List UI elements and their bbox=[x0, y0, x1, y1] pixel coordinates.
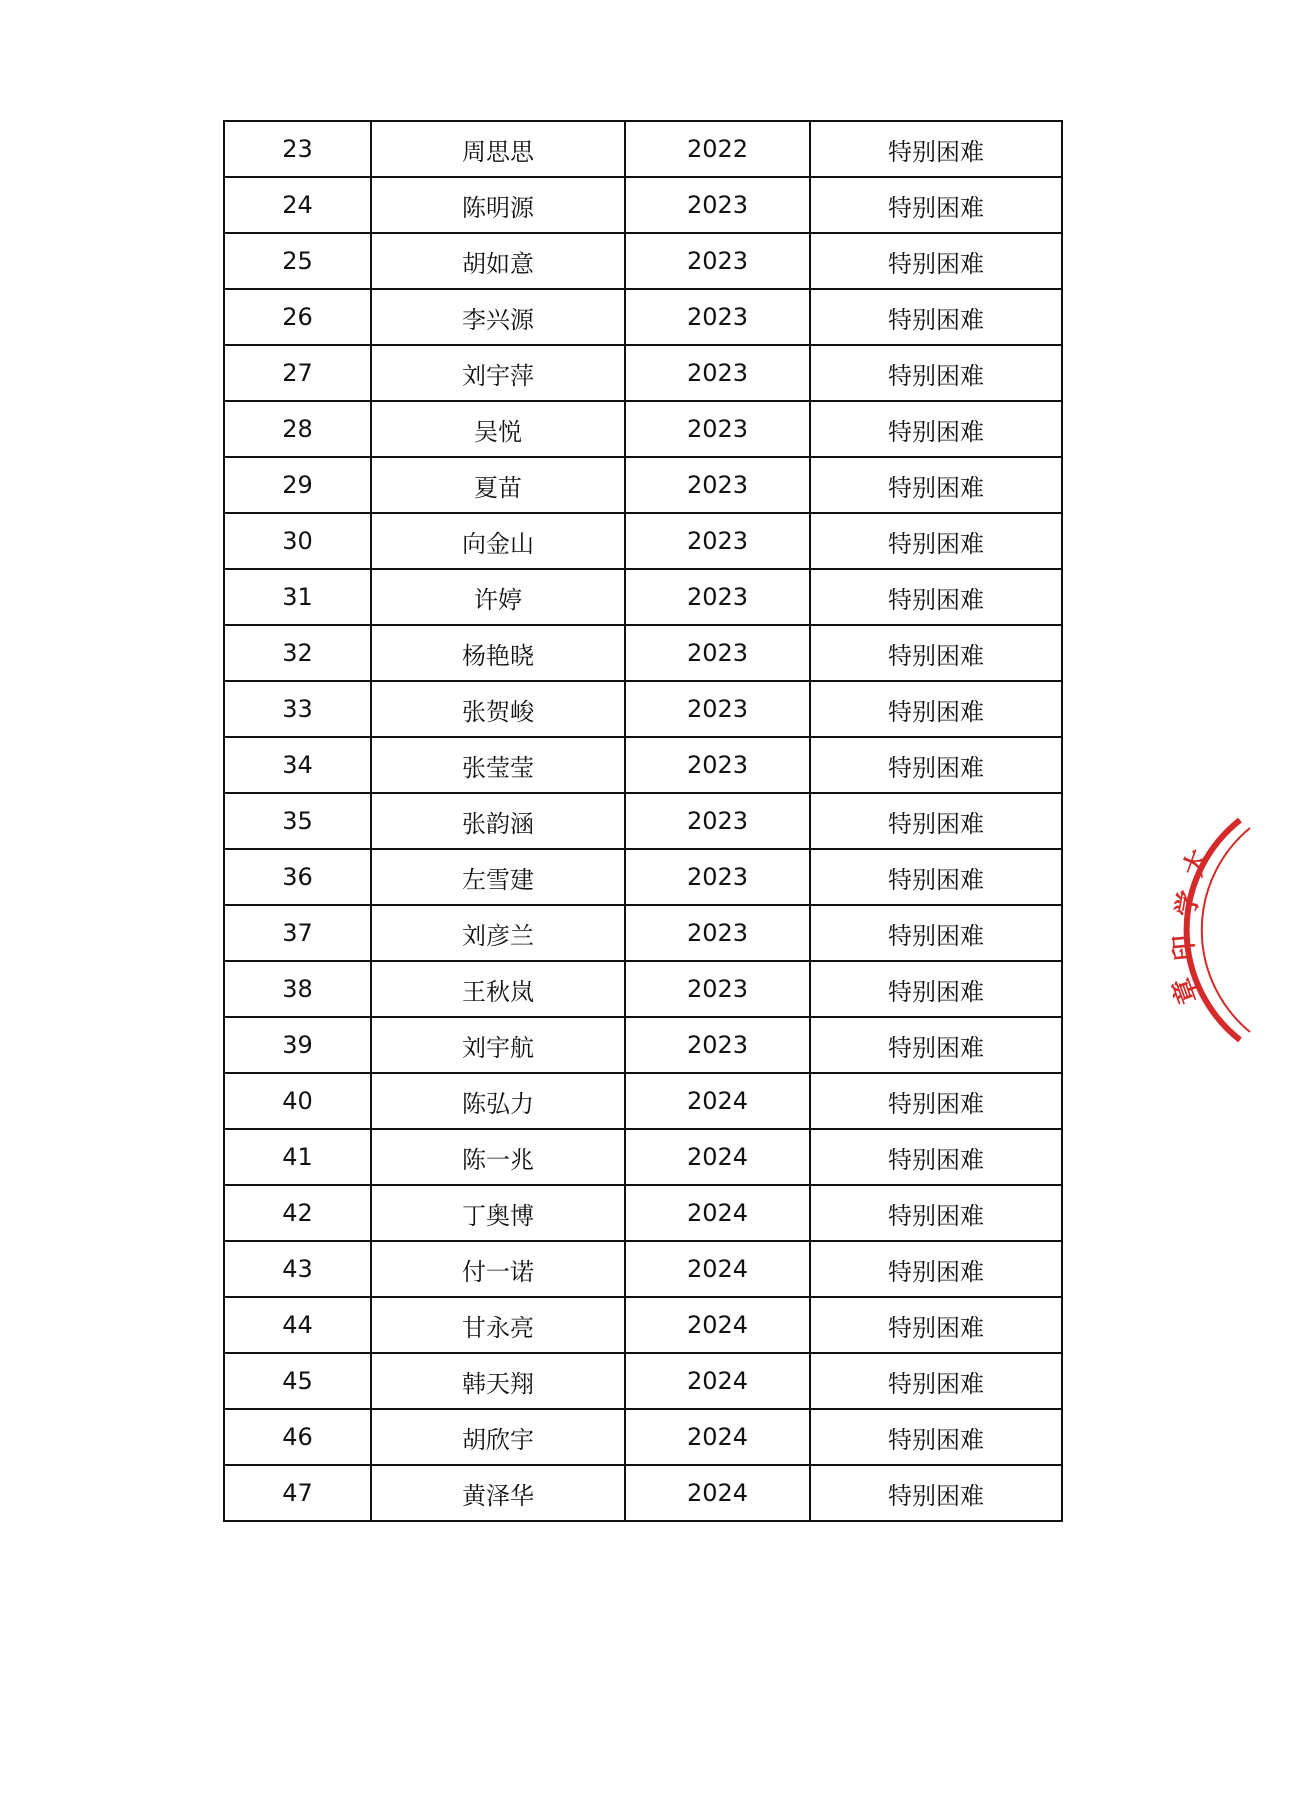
cell-year: 2023 bbox=[625, 569, 810, 625]
cell-name: 王秋岚 bbox=[371, 961, 625, 1017]
table-row bbox=[224, 1129, 1062, 1185]
cell-number: 37 bbox=[224, 905, 371, 961]
cell-status: 特别困难 bbox=[810, 401, 1062, 457]
cell-number: 46 bbox=[224, 1409, 371, 1465]
cell-status: 特别困难 bbox=[810, 1017, 1062, 1073]
cell-status: 特别困难 bbox=[810, 625, 1062, 681]
table-row bbox=[224, 1465, 1062, 1521]
cell-number: 34 bbox=[224, 737, 371, 793]
cell-status: 特别困难 bbox=[810, 1129, 1062, 1185]
cell-year: 2023 bbox=[625, 961, 810, 1017]
cell-status: 特别困难 bbox=[810, 793, 1062, 849]
table-row bbox=[224, 737, 1062, 793]
cell-number: 39 bbox=[224, 1017, 371, 1073]
table-row bbox=[224, 1017, 1062, 1073]
cell-status: 特别困难 bbox=[810, 1353, 1062, 1409]
cell-status: 特别困难 bbox=[810, 569, 1062, 625]
cell-name: 刘彦兰 bbox=[371, 905, 625, 961]
cell-year: 2024 bbox=[625, 1465, 810, 1521]
cell-year: 2023 bbox=[625, 1017, 810, 1073]
cell-number: 27 bbox=[224, 345, 371, 401]
cell-year: 2024 bbox=[625, 1409, 810, 1465]
cell-name: 黄泽华 bbox=[371, 1465, 625, 1521]
table-row bbox=[224, 177, 1062, 233]
cell-name: 胡欣宇 bbox=[371, 1409, 625, 1465]
cell-number: 42 bbox=[224, 1185, 371, 1241]
cell-name: 张韵涵 bbox=[371, 793, 625, 849]
cell-year: 2023 bbox=[625, 681, 810, 737]
seal-graphic bbox=[1167, 800, 1290, 1060]
cell-number: 33 bbox=[224, 681, 371, 737]
cell-status: 特别困难 bbox=[810, 849, 1062, 905]
cell-year: 2023 bbox=[625, 513, 810, 569]
cell-status: 特别困难 bbox=[810, 1073, 1062, 1129]
cell-status: 特别困难 bbox=[810, 1185, 1062, 1241]
cell-year: 2023 bbox=[625, 401, 810, 457]
svg-text:大: 大 bbox=[1178, 845, 1216, 881]
table-row bbox=[224, 289, 1062, 345]
table-row bbox=[224, 625, 1062, 681]
cell-name: 杨艳晓 bbox=[371, 625, 625, 681]
table-row bbox=[224, 905, 1062, 961]
cell-status: 特别困难 bbox=[810, 1465, 1062, 1521]
cell-year: 2023 bbox=[625, 905, 810, 961]
table-row bbox=[224, 569, 1062, 625]
cell-name: 付一诺 bbox=[371, 1241, 625, 1297]
cell-year: 2022 bbox=[625, 121, 810, 177]
table-row bbox=[224, 233, 1062, 289]
cell-name: 左雪建 bbox=[371, 849, 625, 905]
cell-number: 31 bbox=[224, 569, 371, 625]
table-row bbox=[224, 457, 1062, 513]
cell-year: 2024 bbox=[625, 1129, 810, 1185]
cell-year: 2023 bbox=[625, 345, 810, 401]
cell-name: 丁奥博 bbox=[371, 1185, 625, 1241]
cell-status: 特别困难 bbox=[810, 457, 1062, 513]
cell-number: 23 bbox=[224, 121, 371, 177]
cell-year: 2024 bbox=[625, 1073, 810, 1129]
cell-number: 35 bbox=[224, 793, 371, 849]
cell-status: 特别困难 bbox=[810, 1297, 1062, 1353]
cell-status: 特别困难 bbox=[810, 345, 1062, 401]
cell-year: 2023 bbox=[625, 737, 810, 793]
cell-number: 26 bbox=[224, 289, 371, 345]
cell-name: 向金山 bbox=[371, 513, 625, 569]
cell-name: 张莹莹 bbox=[371, 737, 625, 793]
cell-year: 2023 bbox=[625, 233, 810, 289]
cell-status: 特别困难 bbox=[810, 681, 1062, 737]
cell-number: 36 bbox=[224, 849, 371, 905]
table-row bbox=[224, 1185, 1062, 1241]
table-row bbox=[224, 121, 1062, 177]
cell-year: 2024 bbox=[625, 1353, 810, 1409]
cell-number: 47 bbox=[224, 1465, 371, 1521]
cell-number: 24 bbox=[224, 177, 371, 233]
cell-status: 特别困难 bbox=[810, 177, 1062, 233]
cell-name: 许婷 bbox=[371, 569, 625, 625]
cell-number: 41 bbox=[224, 1129, 371, 1185]
cell-number: 45 bbox=[224, 1353, 371, 1409]
table-row bbox=[224, 793, 1062, 849]
svg-text:印: 印 bbox=[1168, 933, 1201, 963]
cell-number: 38 bbox=[224, 961, 371, 1017]
cell-name: 吴悦 bbox=[371, 401, 625, 457]
cell-year: 2024 bbox=[625, 1297, 810, 1353]
cell-year: 2023 bbox=[625, 289, 810, 345]
table-row bbox=[224, 681, 1062, 737]
cell-name: 陈弘力 bbox=[371, 1073, 625, 1129]
table-row bbox=[224, 961, 1062, 1017]
cell-year: 2024 bbox=[625, 1241, 810, 1297]
roster-body bbox=[224, 121, 1062, 1521]
table-row bbox=[224, 1073, 1062, 1129]
official-seal-stamp bbox=[1167, 800, 1290, 1060]
cell-year: 2023 bbox=[625, 457, 810, 513]
cell-year: 2023 bbox=[625, 625, 810, 681]
cell-status: 特别困难 bbox=[810, 121, 1062, 177]
cell-number: 29 bbox=[224, 457, 371, 513]
cell-status: 特别困难 bbox=[810, 905, 1062, 961]
cell-name: 陈一兆 bbox=[371, 1129, 625, 1185]
cell-name: 李兴源 bbox=[371, 289, 625, 345]
cell-year: 2023 bbox=[625, 793, 810, 849]
cell-status: 特别困难 bbox=[810, 289, 1062, 345]
table-row bbox=[224, 401, 1062, 457]
cell-name: 刘宇航 bbox=[371, 1017, 625, 1073]
cell-name: 韩天翔 bbox=[371, 1353, 625, 1409]
table-row bbox=[224, 1409, 1062, 1465]
table-row bbox=[224, 1297, 1062, 1353]
svg-text:章: 章 bbox=[1167, 973, 1205, 1008]
cell-name: 张贺峻 bbox=[371, 681, 625, 737]
cell-number: 32 bbox=[224, 625, 371, 681]
cell-name: 夏苗 bbox=[371, 457, 625, 513]
cell-number: 30 bbox=[224, 513, 371, 569]
table-row bbox=[224, 1241, 1062, 1297]
cell-name: 陈明源 bbox=[371, 177, 625, 233]
table-row bbox=[224, 345, 1062, 401]
cell-number: 28 bbox=[224, 401, 371, 457]
cell-name: 周思思 bbox=[371, 121, 625, 177]
cell-year: 2024 bbox=[625, 1185, 810, 1241]
cell-number: 43 bbox=[224, 1241, 371, 1297]
cell-status: 特别困难 bbox=[810, 961, 1062, 1017]
table-row bbox=[224, 1353, 1062, 1409]
student-roster-table bbox=[223, 120, 1063, 1522]
cell-number: 25 bbox=[224, 233, 371, 289]
table-row bbox=[224, 513, 1062, 569]
cell-year: 2023 bbox=[625, 177, 810, 233]
cell-status: 特别困难 bbox=[810, 1409, 1062, 1465]
cell-status: 特别困难 bbox=[810, 1241, 1062, 1297]
cell-name: 甘永亮 bbox=[371, 1297, 625, 1353]
cell-name: 刘宇萍 bbox=[371, 345, 625, 401]
svg-text:学: 学 bbox=[1171, 888, 1206, 920]
cell-name: 胡如意 bbox=[371, 233, 625, 289]
cell-year: 2023 bbox=[625, 849, 810, 905]
cell-status: 特别困难 bbox=[810, 737, 1062, 793]
cell-status: 特别困难 bbox=[810, 513, 1062, 569]
cell-status: 特别困难 bbox=[810, 233, 1062, 289]
cell-number: 40 bbox=[224, 1073, 371, 1129]
table-row bbox=[224, 849, 1062, 905]
cell-number: 44 bbox=[224, 1297, 371, 1353]
